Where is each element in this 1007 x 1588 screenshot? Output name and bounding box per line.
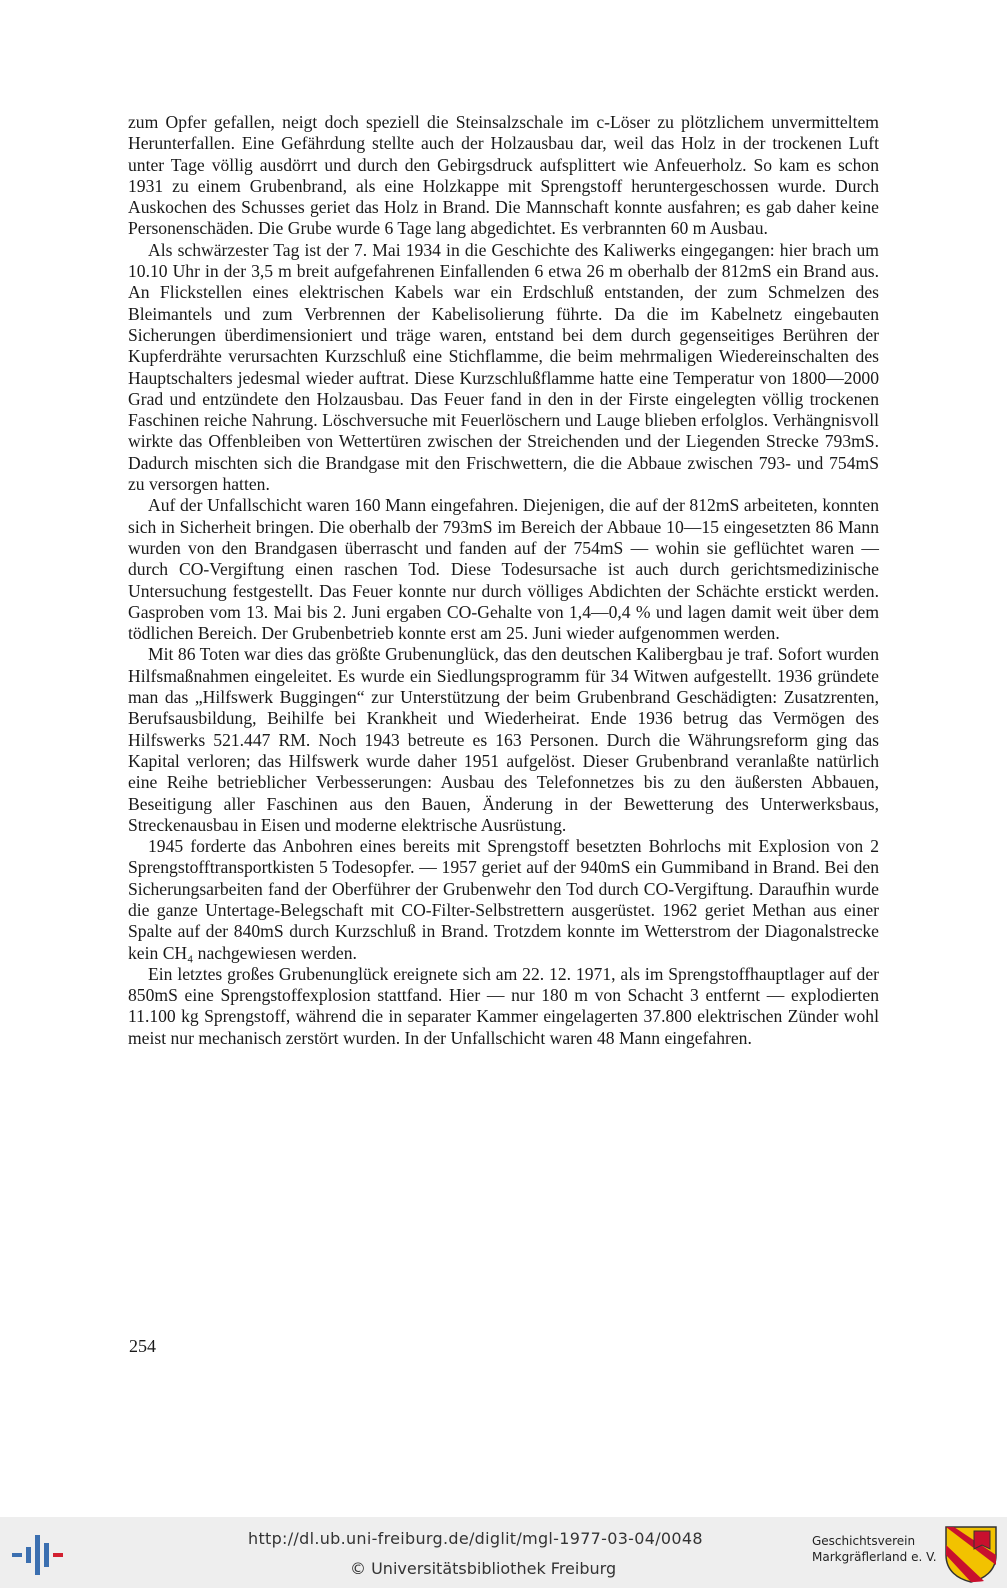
paragraph: Ein letztes großes Grubenunglück ereignete sich am 22. 12. 1971, als im Sprengstoffhauptlager auf der 850mS eine Sprengstoffexplosion stattfand. Hier — nur 180 m von Schacht 3 entfernt — explodierten 11.100 kg Sprengstoff, während die in separater Kammer eingelagerten 37.800 elektrischen Zünder wohl meist nur mechanisch zerstört wurden. In der Unfallschicht waren 48 Mann eingefahren. bbox=[128, 963, 879, 1048]
page-number: 254 bbox=[129, 1336, 156, 1356]
paragraph: Mit 86 Toten war dies das größte Grubenunglück, das den deutschen Kalibergbau je traf. Sofort wurden Hilfsmaßnahmen eingeleitet. Es wurde ein Siedlungsprogramm für 34 Witwen aufgestellt. 1936 gründete man das „Hilfswerk Buggingen“ zur Unterstützung der beim Grubenbrand Geschädigten: Zusatzrenten, Berufsausbildung, Beihilfe bei Krankheit und Wiederheirat. Ende 1936 betrug das Vermögen des Hilfswerks 521.447 RM. Noch 1943 betreute es 163 Personen. Durch die Währungsreform ging das Kapital verloren; das Hilfswerk wurde daher 1951 aufgelöst. Dieser Grubenbrand veranlaßte natürlich eine Reihe betrieblicher Verbesserungen: Ausbau des Telefonnetzes bis zu den äußersten Abbauen, Beseitigung aller Faschinen aus den Bauen, Änderung in der Bewetterung des Unterwerksbaus, Streckenausbau in Eisen und moderne elektrische Ausrüstung. bbox=[128, 644, 879, 835]
article-body bbox=[128, 112, 879, 1049]
copyright-notice: © Universitätsbibliothek Freiburg bbox=[350, 1559, 617, 1578]
permalink-url[interactable]: http://dl.ub.uni-freiburg.de/diglit/mgl-1977-03-04/0048 bbox=[248, 1529, 703, 1548]
paragraph: zum Opfer gefallen, neigt doch speziell die Steinsalzschale im c-Löser zu plötzlichem unvermitteltem Herunterfallen. Eine Gefährdung stellte auch der Holzausbau dar, weil das Holz in der trockenen Luft unter Tage völlig ausdörrt und durch den Gebirgsdruck aufsplittert wie Anfeuerholz. So kam es schon 1931 zu einem Grubenbrand, als eine Holzkappe mit Sprengstoff heruntergeschossen wurde. Durch Auskochen des Schusses geriet das Holz in Brand. Die Mannschaft konnte ausfahren; es gab daher keine Personenschäden. Die Grube wurde 6 Tage lang abgedichtet. Es verbrannten 60 m Ausbau. bbox=[128, 112, 879, 239]
paragraph: Als schwärzester Tag ist der 7. Mai 1934 in die Geschichte des Kaliwerks eingegangen: hier brach um 10.10 Uhr in der 3,5 m breit aufgefahrenen Einfallenden 6 etwa 26 m oberhalb der 812mS ein Brand aus. An Flickstellen eines elektrischen Kabels war ein Erdschluß entstanden, der zum Schmelzen des Bleimantels und zum Verbrennen der Kabelisolierung führte. Da die im Kabelnetz eingebauten Sicherungen überdimensioniert und träge waren, entstand bei dem durch gegenseitiges Berühren der Kupferdrähte verursachten Kurzschluß eine Stichflamme, die beim mehrmaligen Wiedereinschalten des Hauptschalters jedesmal wieder auftrat. Diese Kurzschlußflamme hatte eine Temperatur von 1800—2000 Grad und entzündete den Holzausbau. Das Feuer fand in den in der Firste eingelegten völlig trockenen Faschinen reiche Nahrung. Löschversuche mit Feuerlöschern und Lauge blieben erfolglos. Verhängnisvoll wirkte das Offenbleiben von Wettertüren zwischen der Streichenden und der Liegenden Strecke 793mS. Dadurch mischten sich die Brandgase mit den Frischwettern, die die Abbaue zwischen 793- und 754mS zu versorgen hatten. bbox=[128, 239, 879, 495]
paragraph: Auf der Unfallschicht waren 160 Mann eingefahren. Diejenigen, die auf der 812mS arbeiteten, konnten sich in Sicherheit bringen. Die oberhalb der 793mS im Bereich der Abbaue 10—15 eingesetzten 86 Mann wurden von den Brandgasen überrascht und fanden auf der 754mS — wohin sie geflüchtet waren — durch CO-Vergiftung einen raschen Tod. Diese Todesursache ist auch durch gerichtsmedizinische Untersuchung festgestellt. Das Feuer konnte nur durch völliges Abdichten der Schächte erstickt werden. Gasproben vom 13. Mai bis 2. Juni ergaben CO-Gehalte von 1,4—0,4 % und lagen damit weit über dem tödlichen Bereich. Der Grubenbetrieb konnte erst am 25. Juni wieder aufgenommen werden. bbox=[128, 495, 879, 644]
society-name bbox=[812, 1533, 940, 1565]
footer-bar bbox=[0, 1517, 1007, 1588]
society-name-line2: Markgräflerland e. V. bbox=[812, 1550, 937, 1564]
coat-of-arms-icon bbox=[944, 1525, 998, 1583]
paragraph: 1945 forderte das Anbohren eines bereits mit Sprengstoff besetzten Bohrlochs mit Explosion von 2 Sprengstofftransportkisten 5 Todesopfer. — 1957 geriet auf der 940mS ein Gummiband in Brand. Bei den Sicherungsarbeiten fand der Oberführer der Grubenwehr den Tod durch CO-Vergiftung. Daraufhin wurde die ganze Untertage-Belegschaft mit CO-Filter-Selbstrettern ausgerüstet. 1962 geriet Methan aus einer Spalte auf der 840mS durch Kurzschluß in Brand. Trotzdem konnte im Wetterstrom der Diagonalstrecke kein CH₄ nachgewiesen werden. bbox=[128, 836, 879, 963]
library-logo-icon bbox=[10, 1531, 66, 1579]
society-name-line1: Geschichtsverein bbox=[812, 1534, 916, 1548]
